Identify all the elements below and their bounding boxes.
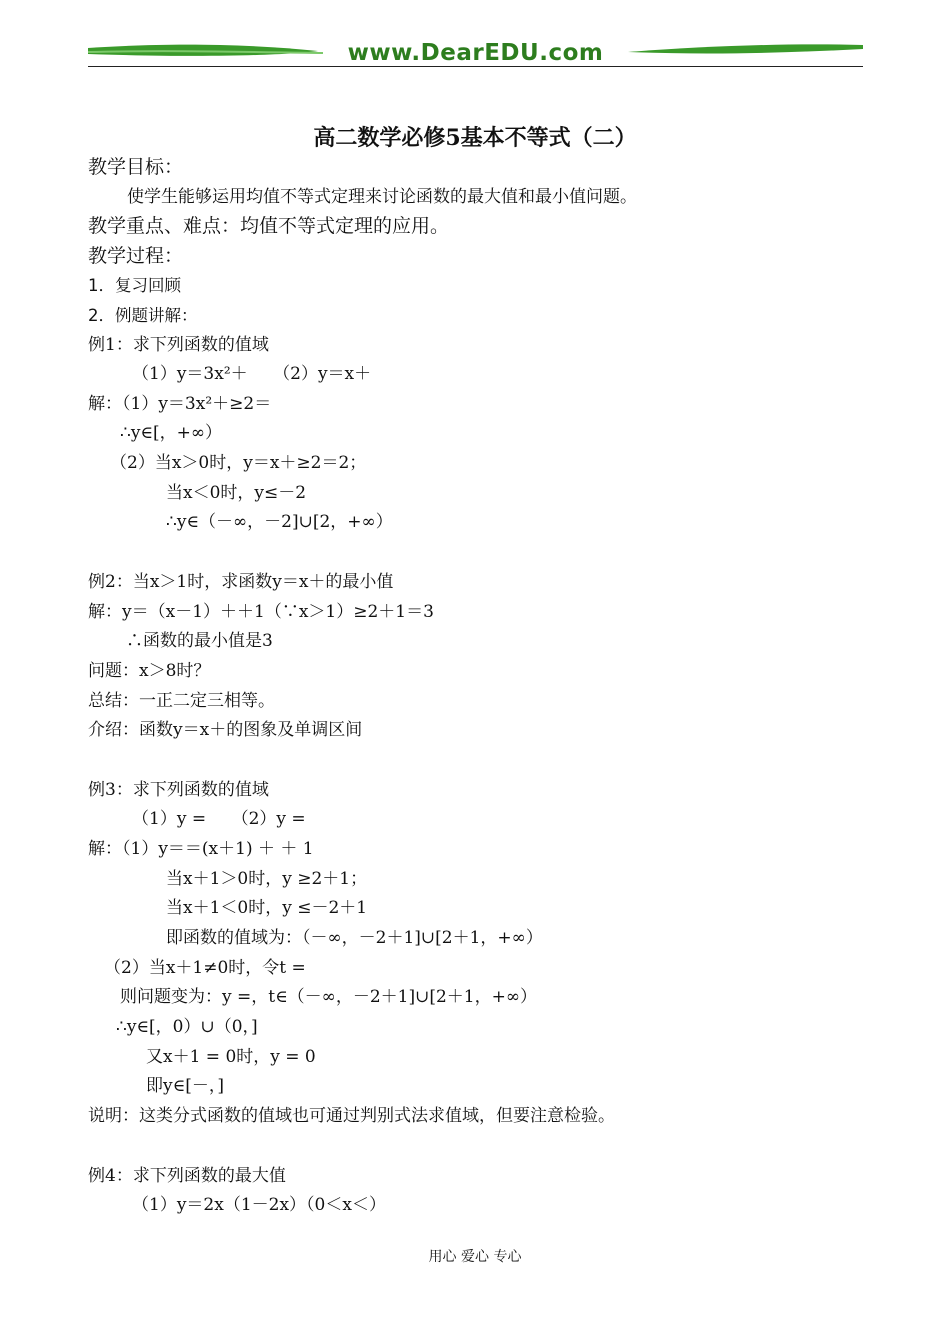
math-line: （1）y = （2）y = — [132, 809, 306, 829]
math-line: 当x＜0时，y≤－2 — [166, 483, 307, 503]
math-line: 解：（1）y＝＝(x＋1) ＋ ＋ 1 — [88, 839, 314, 859]
body-line: 介绍：函数y＝x＋的图象及单调区间 — [88, 720, 363, 740]
example-heading: 例3：求下列函数的值域 — [88, 780, 269, 800]
header-rule — [88, 66, 863, 67]
list-item: 2．例题讲解： — [88, 306, 198, 325]
math-line: ∴y∈（－∞，－2]∪[2，+∞） — [166, 512, 393, 532]
math-line: ∴y∈[，0）∪（0，] — [116, 1017, 258, 1037]
example-heading: 例2：当x＞1时，求函数y＝x＋的最小值 — [88, 572, 394, 592]
body-line: 问题：x＞8时？ — [88, 661, 211, 681]
body-line: 总结：一正二定三相等。 — [88, 691, 275, 711]
list-item: 1．复习回顾 — [88, 276, 181, 295]
math-line: 则问题变为：y =，t∈（－∞，－2＋1]∪[2＋1，+∞） — [120, 987, 538, 1007]
section-heading: 教学目标： — [88, 156, 184, 178]
body-line: 说明：这类分式函数的值域也可通过判别式法求值域，但要注意检验。 — [88, 1106, 615, 1126]
math-line: （1）y＝2x（1－2x）（0＜x＜） — [132, 1195, 386, 1215]
body-line: 使学生能够运用均值不等式定理来讨论函数的最大值和最小值问题。 — [127, 187, 637, 207]
math-line: 又x＋1 = 0时，y = 0 — [146, 1047, 316, 1067]
site-logo-text: www.DearEDU.com — [347, 40, 604, 66]
math-line: 即y∈[－，] — [146, 1076, 224, 1096]
math-line: 当x＋1＞0时，y ≥2＋1； — [166, 869, 368, 889]
page-footer: 用心 爱心 专心 — [428, 1249, 522, 1265]
math-line: （1）y＝3x²＋ （2）y＝x＋ — [132, 364, 372, 384]
math-line: 解：（1）y＝3x²＋≥2＝ — [88, 394, 272, 414]
math-line: ∴函数的最小值是3 — [126, 631, 273, 651]
math-line: （2）当x＞0时，y＝x＋≥2＝2； — [110, 453, 367, 473]
example-heading: 例4：求下列函数的最大值 — [88, 1166, 286, 1186]
section-heading: 教学重点、难点：均值不等式定理的应用。 — [88, 215, 450, 237]
math-line: 解：y＝（x－1）＋＋1（∵x＞1）≥2＋1＝3 — [88, 602, 434, 622]
section-heading: 教学过程： — [88, 245, 184, 267]
math-line: 即函数的值域为：（－∞，－2＋1]∪[2＋1，+∞） — [166, 928, 543, 948]
math-line: ∴y∈[，+∞） — [120, 423, 223, 443]
page-title: 高二数学必修5基本不等式（二） — [313, 125, 637, 151]
math-line: （2）当x＋1≠0时，令t = — [104, 958, 306, 978]
example-heading: 例1：求下列函数的值域 — [88, 335, 269, 355]
math-line: 当x＋1＜0时，y ≤－2＋1 — [166, 898, 368, 918]
